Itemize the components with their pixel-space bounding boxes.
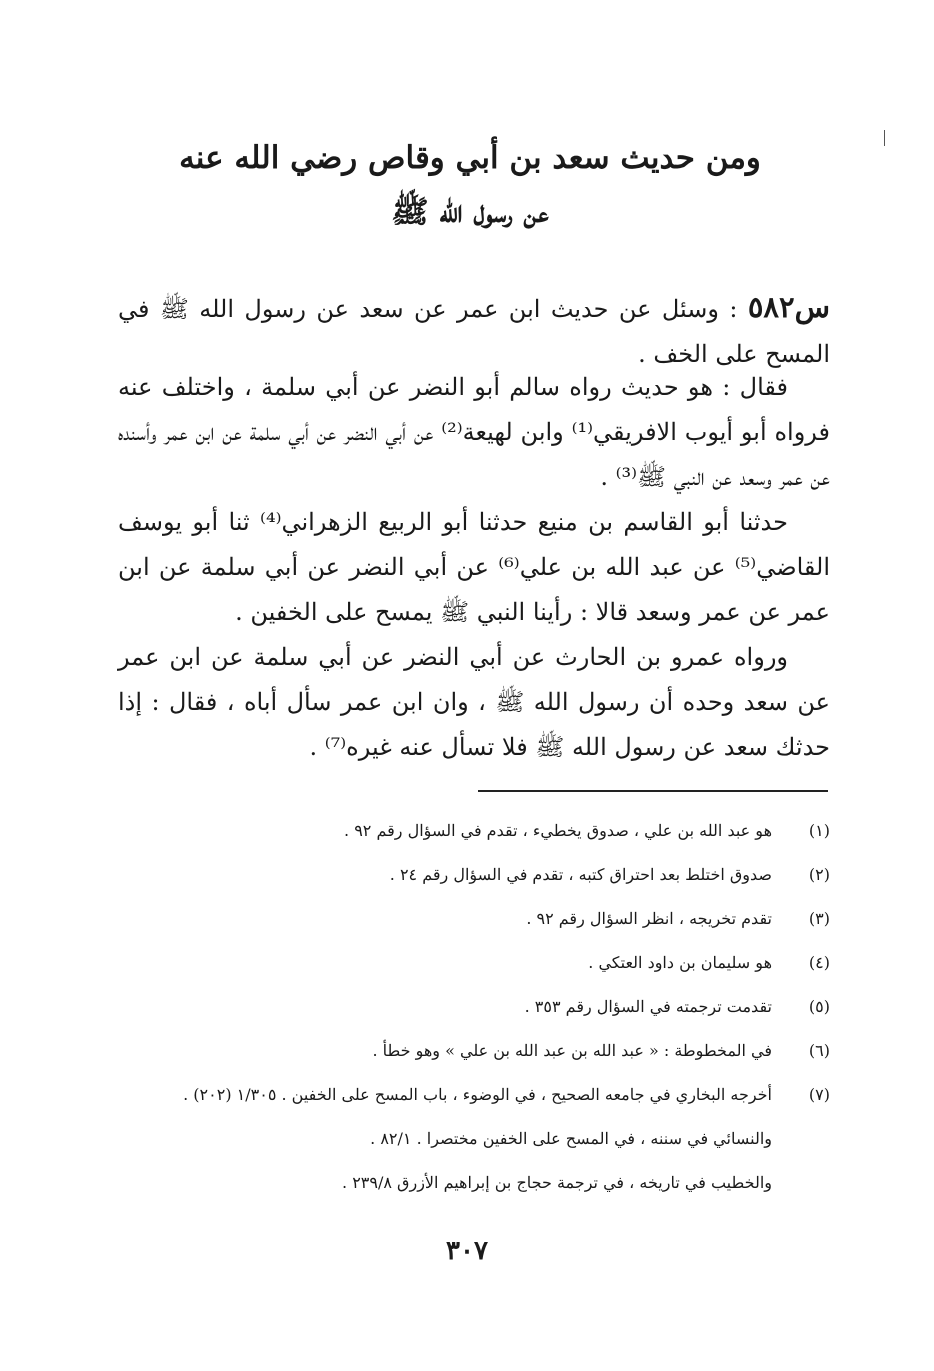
- footnote-number: (٤): [808, 952, 830, 972]
- paragraph-answer: فقال : هو حديث رواه سالم أبو النضر عن أبي سلمة ، واختلف عنه فرواه أبو أيوب الافريقي⁽¹⁾ وابن لهيعة⁽²⁾ عن أبي النضر عن أبي سلمة عن ابن عمر وأسنده عن عمر وسعد عن النبي ﷺ⁽³⁾ .: [118, 373, 830, 491]
- footnote-text: أخرجه البخاري في جامعه الصحيح ، في الوضوء ، باب المسح على الخفين . ١/٣٠٥ (٢٠٢) .: [183, 1084, 772, 1104]
- question-paragraph: [118, 285, 830, 377]
- paragraph-riwaya: ورواه عمرو بن الحارث عن أبي النضر عن أبي سلمة عن ابن عمر عن سعد وحده أن رسول الله ﷺ ، وان ابن عمر سأل أباه ، فقال : إذا حدثك سعد عن رسول الله ﷺ فلا تسأل عنه غيره⁽⁷⁾ .: [118, 643, 830, 761]
- footnote-text: هو سليمان بن داود العتكي .: [588, 952, 772, 972]
- footnote-6: [150, 1028, 830, 1072]
- footnote-text: هو عبد الله بن علي ، صدوق يخطيء ، تقدم في السؤال رقم ٩٢ .: [344, 820, 772, 840]
- footnote-5: [150, 984, 830, 1028]
- footnote-number: (٢): [808, 864, 830, 884]
- question-number: س٥٨٢: [747, 290, 830, 324]
- footnote-7-continuation-1: والنسائي في سننه ، في المسح على الخفين مختصرا . ٨٢/١ .: [370, 1128, 772, 1148]
- footnote-number: (٧): [808, 1084, 830, 1104]
- footnote-number: (٥): [808, 996, 830, 1016]
- question-text: : وسئل عن حديث ابن عمر عن سعد عن رسول الله ﷺ في المسح على الخف .: [118, 295, 830, 368]
- footnote-number: (١): [808, 820, 830, 840]
- footnote-number: (٣): [808, 908, 830, 928]
- paragraph-isnad: حدثنا أبو القاسم بن منيع حدثنا أبو الربيع الزهراني⁽⁴⁾ ثنا أبو يوسف القاضي⁽⁵⁾ عن عبد الله بن علي⁽⁶⁾ عن أبي النضر عن أبي سلمة عن ابن عمر عن عمر وسعد قالا : رأينا النبي ﷺ يمسح على الخفين .: [118, 508, 831, 626]
- footnote-text: تقدمت ترجمته في السؤال رقم ٣٥٣ .: [524, 996, 772, 1016]
- margin-mark: [884, 130, 889, 146]
- footnote-text: تقدم تخريجه ، انظر السؤال رقم ٩٢ .: [526, 908, 772, 928]
- page-number: ٣٠٧: [446, 1236, 488, 1266]
- footnote-7-continuation-2: والخطيب في تاريخه ، في ترجمة حجاج بن إبراهيم الأزرق ٢٣٩/٨ .: [342, 1172, 772, 1192]
- chapter-title-line-1: ومن حديث سعد بن أبي وقاص رضي الله عنه: [179, 140, 761, 176]
- footnote-3: [150, 896, 830, 940]
- footnote-number: (٦): [808, 1040, 830, 1060]
- footnote-text: صدوق اختلط بعد احتراق كتبه ، تقدم في السؤال رقم ٢٤ .: [389, 864, 772, 884]
- footnote-4: [150, 940, 830, 984]
- footnotes-section: [150, 808, 830, 1204]
- footnote-1: [150, 808, 830, 852]
- footnote-text: في المخطوطة : « عبد الله بن عبد الله بن علي » وهو خطأ .: [372, 1040, 772, 1060]
- footnote-7: [150, 1072, 830, 1116]
- chapter-title-line-2: عن رسول الله ﷺ: [391, 194, 549, 230]
- footnote-2: [150, 852, 830, 896]
- footnote-separator: [478, 790, 828, 792]
